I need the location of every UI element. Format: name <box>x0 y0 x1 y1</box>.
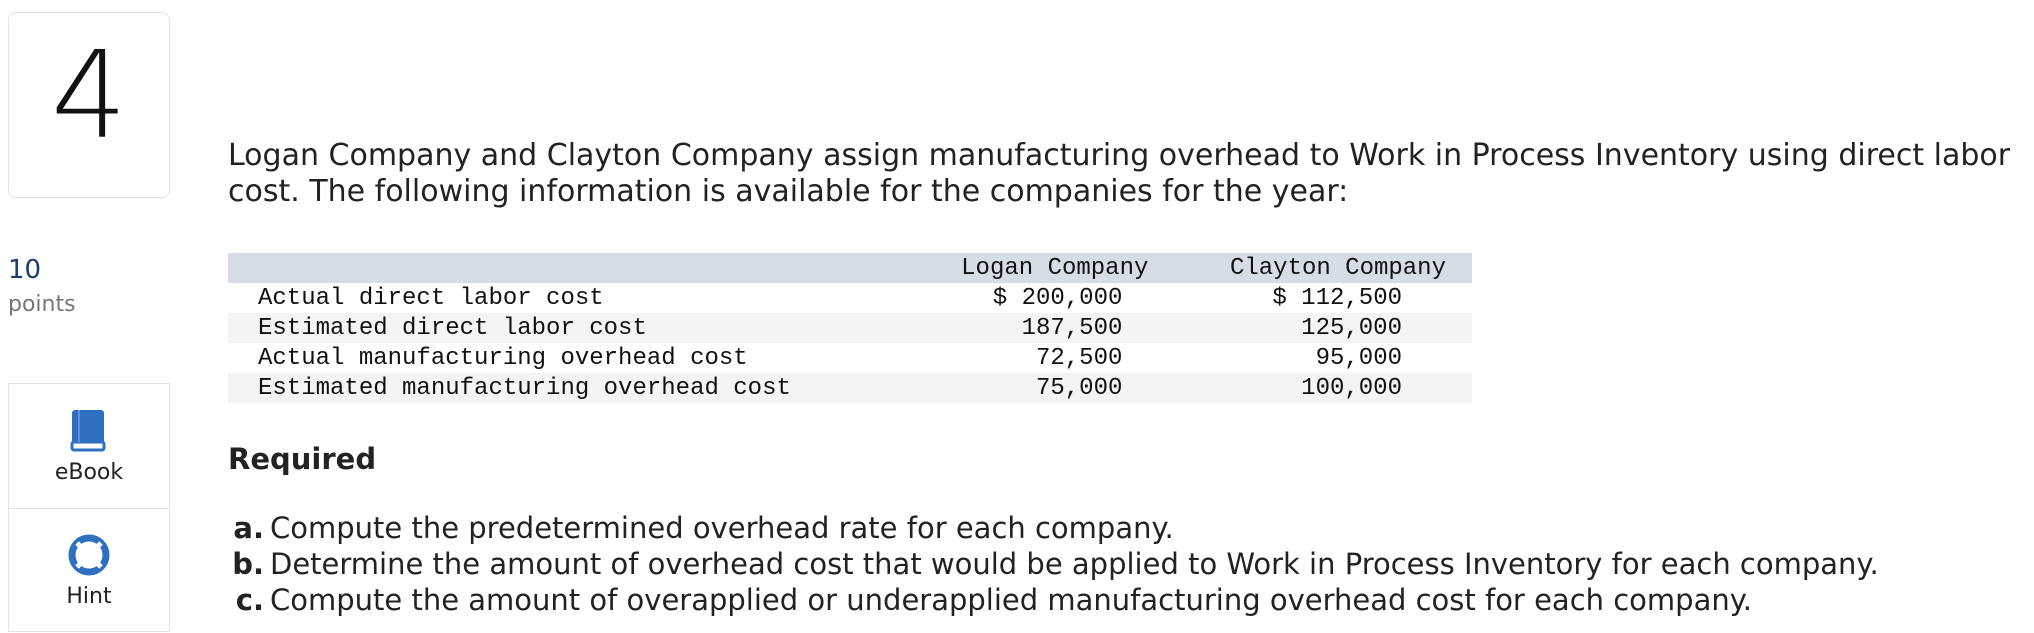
req-text: Determine the amount of overhead cost that would be applied to Work in Process Inventory for each company. <box>270 547 1879 581</box>
book-icon <box>70 408 108 452</box>
header-blank <box>228 253 892 283</box>
lifebuoy-icon <box>68 534 110 576</box>
tools-panel <box>8 383 170 632</box>
req-text: Compute the amount of overapplied or underapplied manufacturing overhead cost for each company. <box>270 583 1752 617</box>
logan-value: 187,500 <box>1021 314 1123 342</box>
ebook-button[interactable] <box>9 384 169 508</box>
data-table <box>228 253 1472 403</box>
ebook-label: eBook <box>54 459 124 485</box>
clayton-value: $ 112,500 <box>1272 284 1402 312</box>
clayton-value: 125,000 <box>1301 314 1402 342</box>
row-label: Actual manufacturing overhead cost <box>258 344 748 372</box>
req-text: Compute the predetermined overhead rate for each company. <box>270 511 1174 545</box>
header-clayton: Clayton Company <box>1156 253 1472 283</box>
header-logan: Logan Company <box>892 253 1156 283</box>
list-item <box>228 546 1879 582</box>
clayton-value: 100,000 <box>1301 374 1402 402</box>
row-label: Estimated manufacturing overhead cost <box>258 374 791 402</box>
hint-button[interactable] <box>9 508 169 633</box>
list-item <box>228 582 1879 618</box>
table-row <box>228 313 1472 343</box>
table-row <box>228 283 1472 313</box>
points-label: points <box>8 292 76 317</box>
row-label: Actual direct labor cost <box>258 284 604 312</box>
requirements-list <box>228 510 1879 618</box>
table-header-row <box>228 253 1472 283</box>
table-row <box>228 343 1472 373</box>
problem-intro: Logan Company and Clayton Company assign manufacturing overhead to Work in Process Inventory using direct labor cost. The following information is available for the companies for the year: <box>228 138 2011 209</box>
req-letter: c. <box>235 583 264 617</box>
logan-value: $ 200,000 <box>992 284 1123 312</box>
list-item <box>228 510 1879 546</box>
req-letter: a. <box>233 511 264 545</box>
required-heading: Required <box>228 442 377 476</box>
row-label: Estimated direct labor cost <box>258 314 647 342</box>
table-row <box>228 373 1472 403</box>
points-value: 10 <box>8 255 42 285</box>
question-number-card <box>8 12 170 198</box>
logan-value: 75,000 <box>1035 374 1123 402</box>
req-letter: b. <box>232 547 264 581</box>
question-number: 4 <box>50 27 128 166</box>
logan-value: 72,500 <box>1035 344 1123 372</box>
clayton-value: 95,000 <box>1315 344 1402 372</box>
hint-label: Hint <box>66 583 112 609</box>
